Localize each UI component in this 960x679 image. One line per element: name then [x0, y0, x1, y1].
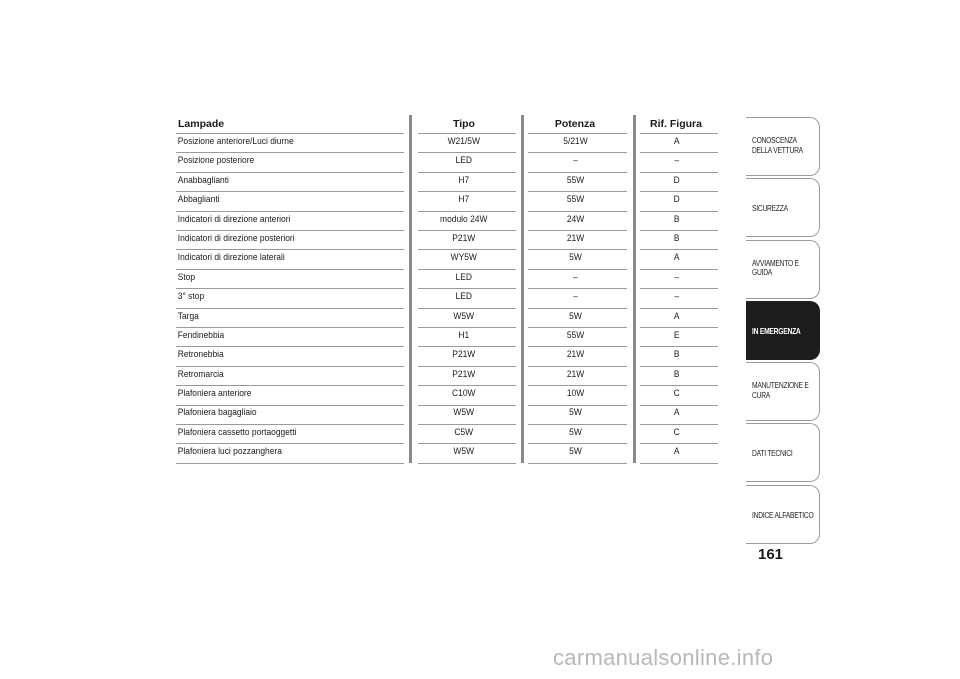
cell-tipo: WY5W: [450, 252, 477, 264]
cell-lampada: Plafoniera anteriore: [177, 388, 252, 400]
cell-tipo: P21W: [452, 368, 476, 380]
cell-potenza: 55W: [566, 174, 585, 186]
cell-potenza: 5W: [569, 252, 582, 264]
cell-potenza: 10W: [566, 388, 585, 400]
row-divider: [640, 230, 718, 231]
row-divider: [528, 133, 627, 134]
chapter-tab[interactable]: [746, 301, 820, 360]
row-divider: [418, 443, 516, 444]
row-divider: [176, 385, 404, 386]
row-divider: [176, 405, 404, 406]
row-divider: [176, 152, 404, 153]
cell-potenza: 5W: [569, 407, 582, 419]
chapter-tab[interactable]: [746, 117, 820, 176]
row-divider: [528, 327, 627, 328]
row-divider: [176, 366, 404, 367]
cell-rif-figura: E: [673, 329, 680, 341]
chapter-tab-label: AVVIAMENTO E GUIDA: [752, 258, 799, 278]
cell-potenza: 55W: [566, 329, 585, 341]
cell-tipo: W5W: [453, 310, 475, 322]
row-divider: [528, 152, 627, 153]
row-divider: [528, 191, 627, 192]
row-divider: [176, 211, 404, 212]
row-divider: [640, 327, 718, 328]
row-divider: [528, 269, 627, 270]
table-row: [176, 152, 717, 171]
cell-tipo: W5W: [453, 446, 475, 458]
table-row: [176, 366, 717, 385]
row-divider: [418, 424, 516, 425]
row-divider: [176, 191, 404, 192]
chapter-tab[interactable]: [746, 485, 820, 544]
chapter-tabs: [746, 117, 820, 546]
cell-lampada: Posizione anteriore/Luci diurne: [177, 136, 294, 147]
cell-potenza: –: [573, 155, 578, 167]
row-divider: [418, 405, 516, 406]
cell-tipo: LED: [455, 155, 472, 167]
cell-rif-figura: –: [674, 291, 680, 303]
row-divider: [418, 463, 516, 464]
chapter-tab[interactable]: [746, 240, 820, 299]
row-divider: [418, 269, 516, 270]
cell-potenza: 21W: [566, 368, 585, 380]
row-divider: [176, 172, 404, 173]
cell-rif-figura: A: [673, 407, 680, 419]
cell-potenza: 21W: [566, 232, 585, 244]
row-divider: [640, 424, 718, 425]
chapter-tab[interactable]: [746, 362, 820, 421]
header-lampade: Lampade: [178, 118, 225, 130]
row-divider: [176, 230, 404, 231]
column-separator: [633, 115, 636, 463]
watermark: carmanualsonline.info: [553, 645, 774, 670]
cell-potenza: –: [573, 291, 578, 303]
cell-lampada: Indicatori di direzione laterali: [177, 252, 285, 264]
row-divider: [528, 405, 627, 406]
cell-lampada: Retromarcia: [177, 368, 224, 380]
row-divider: [640, 288, 718, 289]
cell-tipo: LED: [455, 271, 472, 283]
row-divider: [176, 269, 404, 270]
cell-lampada: Targa: [177, 310, 199, 322]
row-divider: [418, 133, 516, 134]
table-header: [176, 115, 718, 133]
row-divider: [418, 308, 516, 309]
table-row: [176, 385, 717, 404]
cell-potenza: 5W: [569, 426, 582, 438]
cell-potenza: 21W: [566, 349, 585, 361]
cell-tipo: H7: [458, 194, 470, 206]
cell-rif-figura: B: [673, 368, 680, 380]
cell-potenza: 55W: [566, 194, 585, 206]
cell-rif-figura: C: [673, 388, 680, 400]
table-row: [176, 133, 717, 152]
row-divider: [528, 346, 627, 347]
row-divider: [640, 172, 718, 173]
row-divider: [640, 385, 718, 386]
table-row: [176, 404, 717, 423]
row-divider: [640, 211, 718, 212]
row-divider: [528, 288, 627, 289]
row-divider: [418, 152, 516, 153]
row-divider: [176, 308, 404, 309]
row-divider: [418, 230, 516, 231]
row-divider: [418, 366, 516, 367]
cell-rif-figura: A: [673, 310, 680, 322]
chapter-tab[interactable]: [746, 178, 820, 237]
row-divider: [640, 405, 718, 406]
row-divider: [640, 191, 718, 192]
cell-tipo: H7: [458, 174, 470, 186]
cell-tipo: C5W: [454, 426, 474, 438]
cell-lampada: Indicatori di direzione posteriori: [177, 232, 295, 244]
cell-lampada: Anabbaglianti: [177, 174, 229, 186]
page-number: 161: [758, 546, 784, 563]
header-potenza: Potenza: [554, 118, 596, 130]
chapter-tab-label: CONOSCENZA DELLA VETTURA: [752, 136, 803, 155]
table-row: [176, 172, 717, 191]
table-row: [176, 443, 717, 462]
cell-tipo: W21/5W: [447, 136, 480, 147]
lamp-table: [176, 115, 718, 463]
cell-rif-figura: D: [673, 194, 680, 206]
cell-rif-figura: A: [673, 252, 680, 264]
cell-lampada: Abbaglianti: [177, 194, 220, 206]
chapter-tab-label: INDICE ALFABETICO: [752, 510, 814, 520]
cell-tipo: H1: [458, 329, 470, 341]
row-divider: [640, 346, 718, 347]
row-divider: [176, 288, 404, 289]
row-divider: [528, 443, 627, 444]
chapter-tab-label: MANUTENZIONE E CURA: [752, 381, 809, 400]
row-divider: [176, 424, 404, 425]
chapter-tab-label: IN EMERGENZA: [752, 326, 801, 336]
table-row: [176, 308, 717, 327]
row-divider: [640, 308, 718, 309]
row-divider: [640, 463, 718, 464]
table-row: [176, 269, 717, 288]
table-row: [176, 288, 717, 307]
cell-rif-figura: B: [673, 213, 680, 225]
chapter-tab[interactable]: [746, 423, 820, 482]
chapter-tab-label: SICUREZZA: [752, 204, 788, 214]
row-divider: [418, 191, 516, 192]
cell-tipo: P21W: [452, 349, 476, 361]
row-divider: [418, 346, 516, 347]
row-divider: [528, 230, 627, 231]
row-divider: [528, 424, 627, 425]
cell-lampada: Plafoniera luci pozzanghera: [177, 446, 282, 458]
row-divider: [528, 172, 627, 173]
chapter-tab-label: DATI TECNICI: [752, 449, 793, 459]
row-divider: [528, 308, 627, 309]
column-separator: [521, 115, 524, 463]
table-row: [176, 249, 717, 268]
row-divider: [528, 249, 627, 250]
row-divider: [418, 172, 516, 173]
row-divider: [176, 133, 404, 134]
cell-lampada: Plafoniera cassetto portaoggetti: [177, 426, 297, 438]
table-row: [176, 230, 717, 249]
row-divider: [640, 269, 718, 270]
cell-potenza: 5W: [569, 310, 582, 322]
cell-rif-figura: A: [673, 136, 680, 147]
cell-tipo: W5W: [453, 407, 475, 419]
cell-rif-figura: C: [673, 426, 680, 438]
row-divider: [418, 249, 516, 250]
row-divider: [176, 443, 404, 444]
table-row: [176, 346, 717, 365]
table-body: [176, 133, 718, 463]
row-divider: [418, 385, 516, 386]
row-divider: [418, 211, 516, 212]
cell-lampada: 3° stop: [177, 291, 205, 303]
row-divider: [528, 211, 627, 212]
row-divider: [528, 385, 627, 386]
table-row: [176, 191, 717, 210]
cell-lampada: Plafoniera bagagliaio: [177, 407, 257, 419]
column-separator: [409, 115, 412, 463]
row-divider: [640, 366, 718, 367]
cell-lampada: Retronebbia: [177, 349, 224, 361]
cell-rif-figura: B: [673, 232, 680, 244]
header-rif-figura: Rif. Figura: [650, 118, 702, 130]
cell-rif-figura: –: [674, 271, 680, 283]
row-divider: [640, 152, 718, 153]
cell-potenza: 5W: [569, 446, 582, 458]
row-divider: [176, 249, 404, 250]
row-divider: [418, 288, 516, 289]
cell-rif-figura: D: [673, 174, 680, 186]
cell-potenza: 24W: [566, 213, 585, 225]
row-divider: [640, 249, 718, 250]
cell-lampada: Indicatori di direzione anteriori: [177, 213, 291, 225]
cell-potenza: –: [573, 271, 578, 283]
row-divider: [176, 346, 404, 347]
table-row: [176, 327, 717, 346]
cell-tipo: LED: [455, 291, 472, 303]
row-divider: [528, 366, 627, 367]
cell-lampada: Fendinebbia: [177, 329, 225, 341]
cell-lampada: Posizione posteriore: [177, 155, 255, 167]
row-divider: [176, 463, 404, 464]
header-tipo: Tipo: [453, 118, 475, 130]
cell-tipo: P21W: [452, 232, 476, 244]
cell-rif-figura: A: [673, 446, 680, 458]
table-row: [176, 211, 717, 230]
cell-tipo: C10W: [452, 388, 476, 400]
cell-rif-figura: –: [674, 155, 680, 167]
row-divider: [640, 443, 718, 444]
row-divider: [640, 133, 718, 134]
cell-potenza: 5/21W: [563, 136, 588, 147]
cell-lampada: Stop: [177, 271, 196, 283]
row-divider: [176, 327, 404, 328]
cell-rif-figura: B: [673, 349, 680, 361]
row-divider: [418, 327, 516, 328]
table-row: [176, 424, 717, 443]
row-divider: [528, 463, 627, 464]
cell-tipo: modulo 24W: [440, 213, 488, 225]
